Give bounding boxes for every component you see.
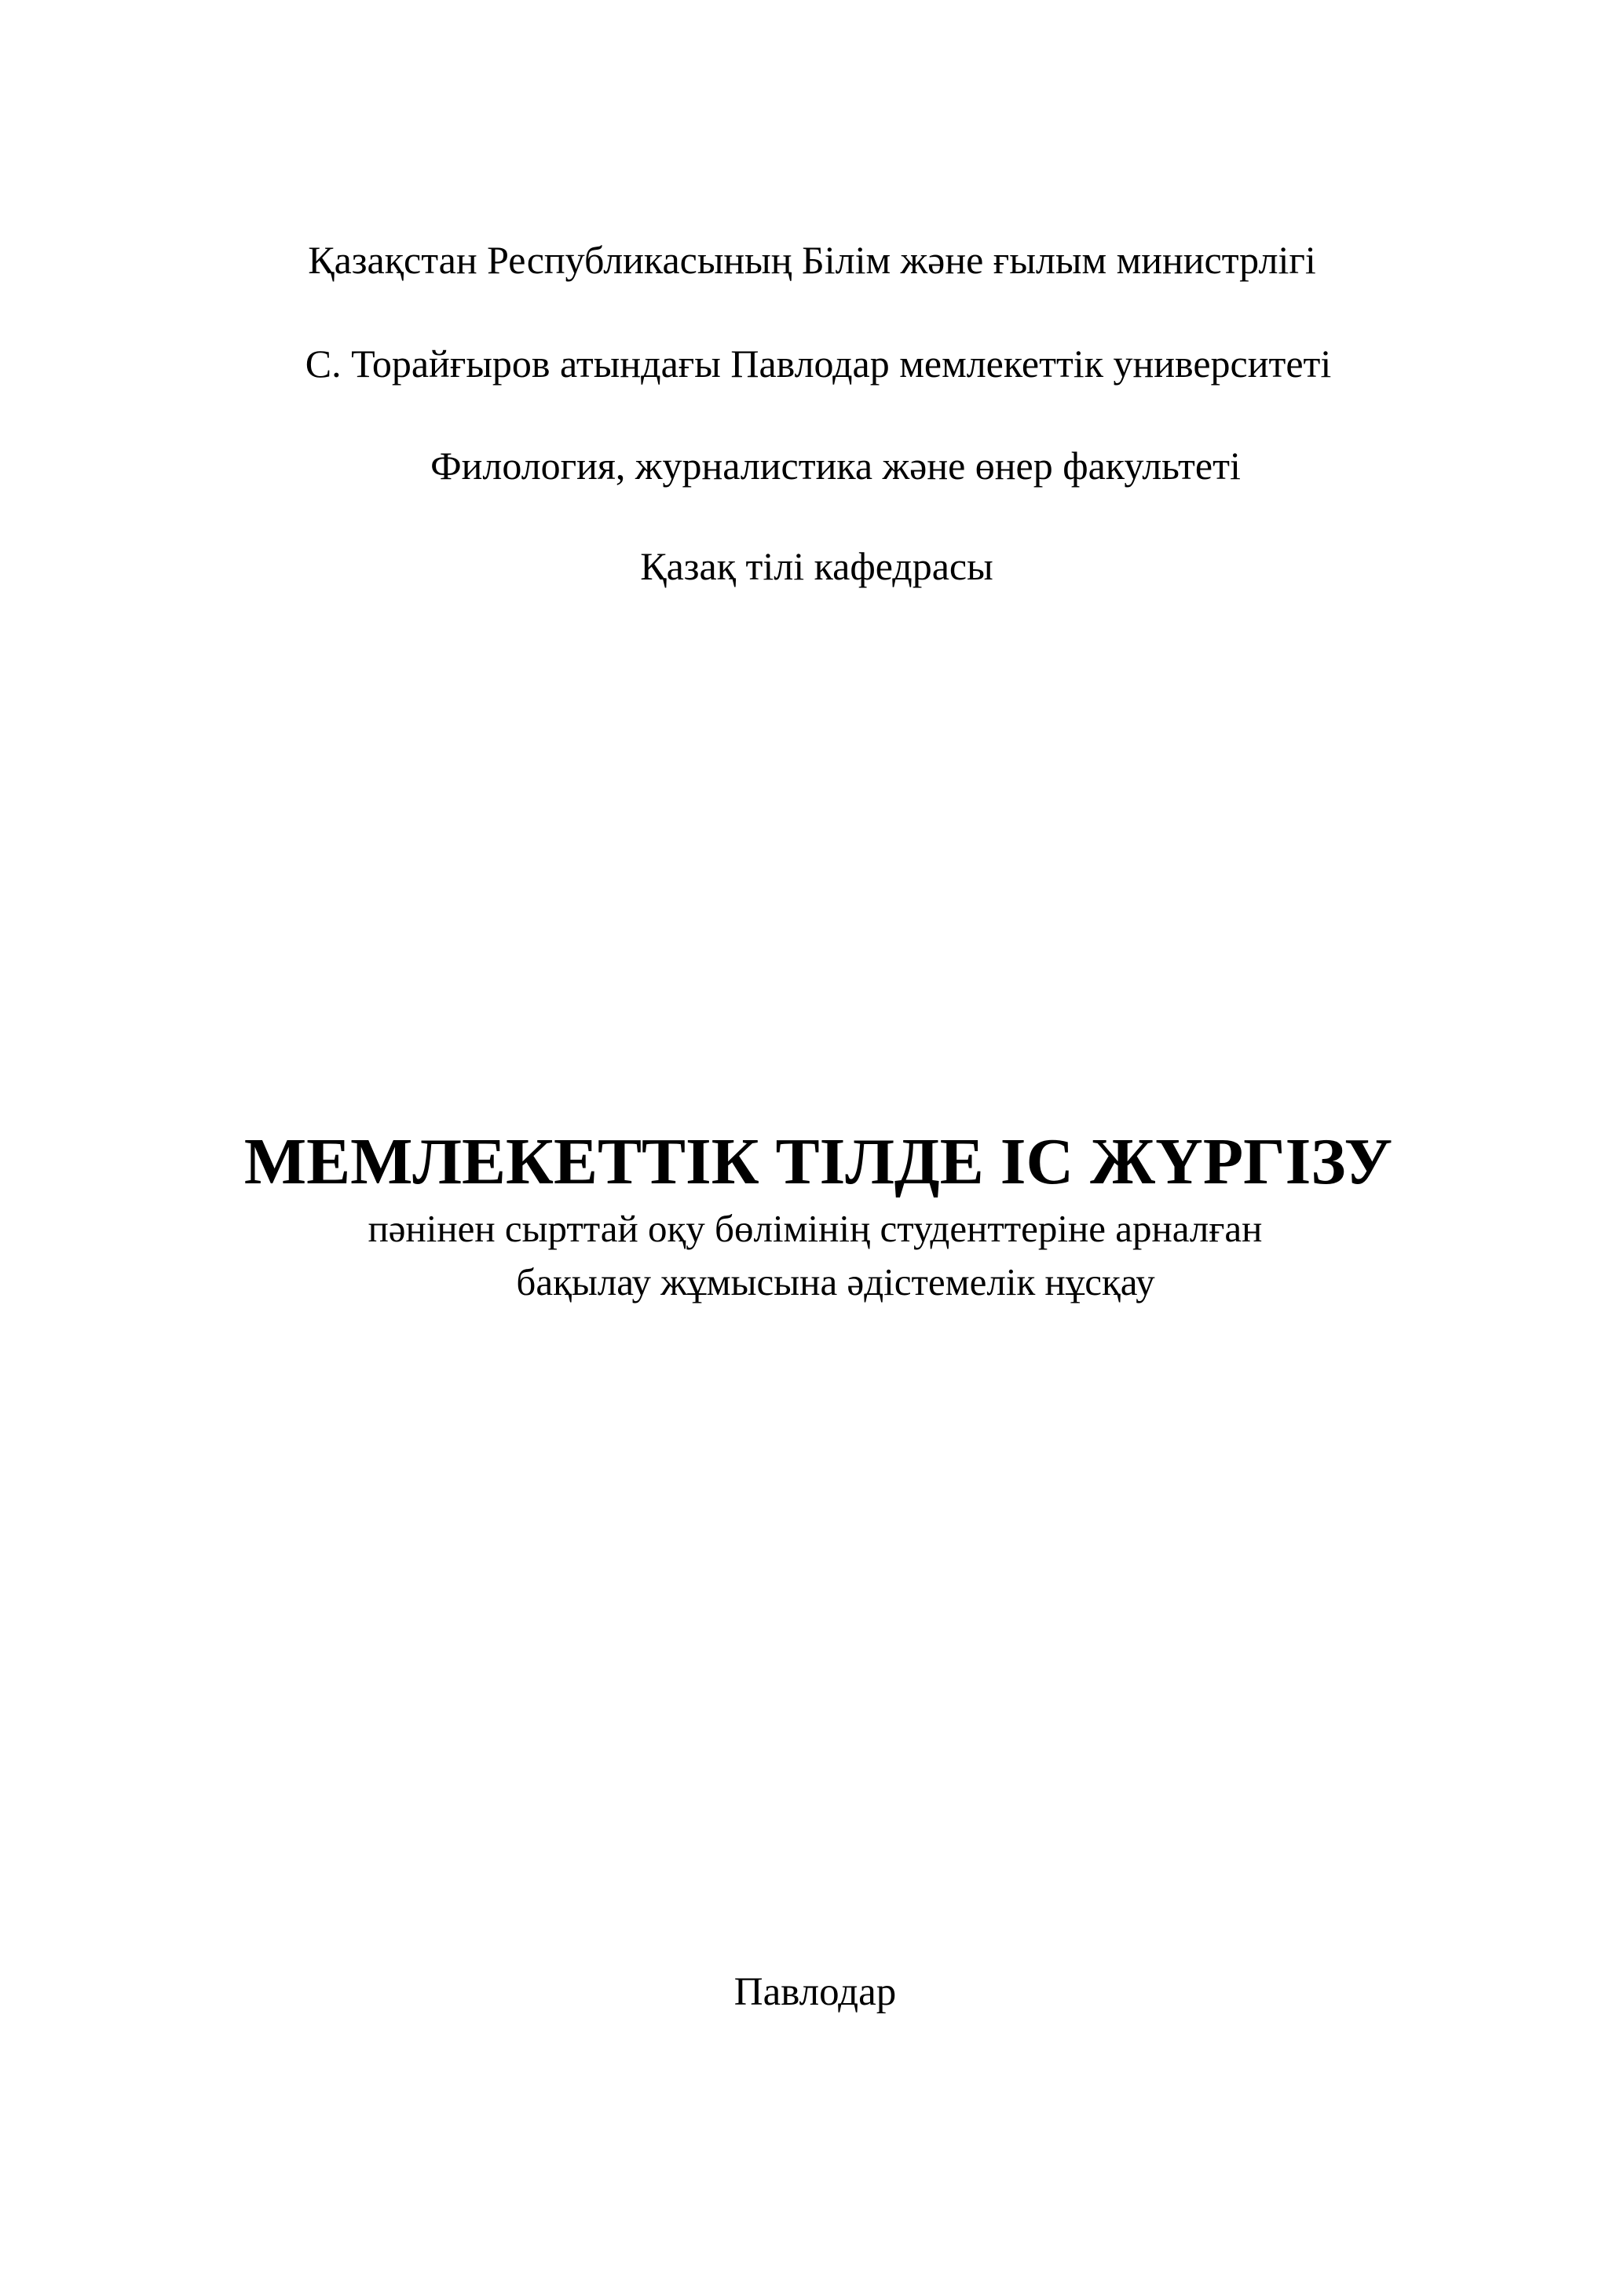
document-title: МЕМЛЕКЕТТІК ТІЛДЕ ІС ЖҮРГІЗУ — [243, 1125, 1393, 1198]
document-subtitle-line-1: пәнінен сырттай оқу бөлімінің студенттеріне арналған — [368, 1207, 1263, 1250]
university-heading: С. Торайғыров атындағы Павлодар мемлекеттік университеті — [305, 342, 1332, 386]
city-name: Павлодар — [733, 1970, 897, 2014]
department-heading: Қазақ тілі кафедрасы — [640, 544, 993, 588]
faculty-heading: Филология, журналистика және өнер факультеті — [430, 444, 1241, 488]
document-subtitle-line-2: бақылау жұмысына әдістемелік нұсқау — [516, 1260, 1155, 1303]
ministry-heading: Қазақстан Республикасының Білім және ғылым министрлігі — [308, 238, 1316, 282]
